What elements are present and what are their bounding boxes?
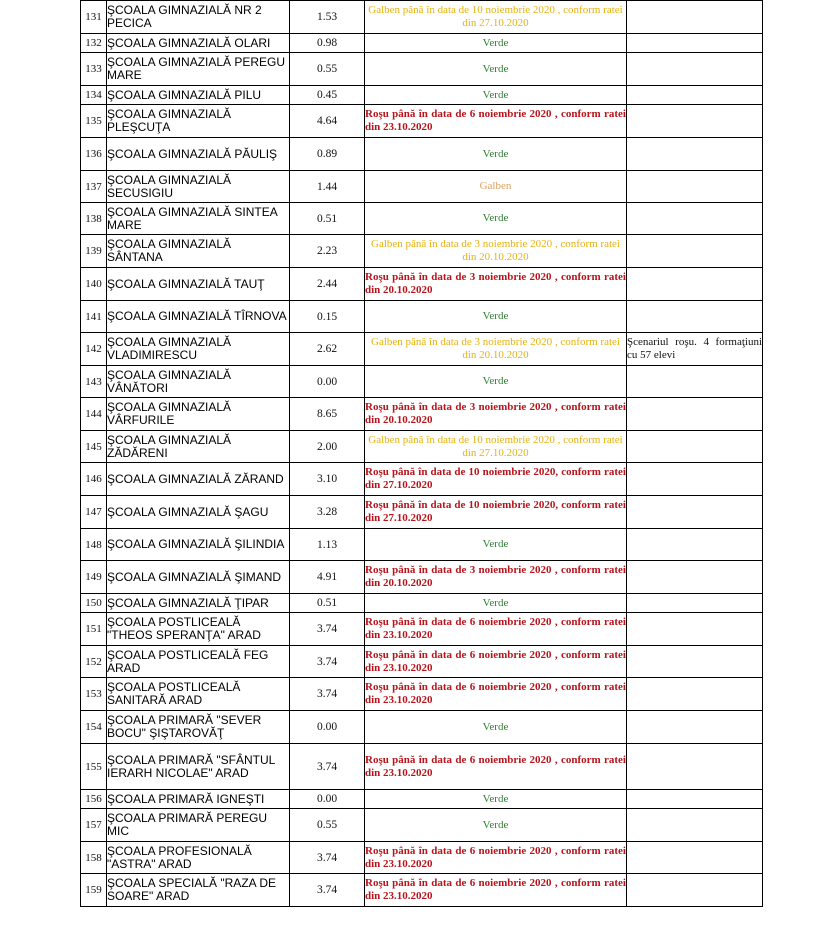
row-number: 158 xyxy=(81,842,107,874)
table-row xyxy=(81,594,763,613)
incidence-rate: 0.00 xyxy=(290,366,365,398)
row-number: 142 xyxy=(81,333,107,366)
incidence-rate: 3.74 xyxy=(290,613,365,646)
school-name: ŞCOALA GIMNAZIALĂ VÂRFURILE xyxy=(107,398,290,431)
schools-table xyxy=(80,0,763,907)
scenario-status: Verde xyxy=(365,86,627,105)
scenario-status: Verde xyxy=(365,594,627,613)
table-row xyxy=(81,842,763,874)
incidence-rate: 3.28 xyxy=(290,496,365,529)
observations xyxy=(627,1,763,34)
incidence-rate: 3.74 xyxy=(290,678,365,711)
scenario-status: Verde xyxy=(365,790,627,809)
observations xyxy=(627,105,763,138)
table-row xyxy=(81,874,763,907)
row-number: 141 xyxy=(81,301,107,333)
scenario-status: Verde xyxy=(365,53,627,86)
table-row xyxy=(81,646,763,678)
incidence-rate: 0.00 xyxy=(290,790,365,809)
incidence-rate: 0.98 xyxy=(290,34,365,53)
incidence-rate: 8.65 xyxy=(290,398,365,431)
incidence-rate: 0.55 xyxy=(290,809,365,842)
school-name: ŞCOALA PRIMARĂ PEREGU MIC xyxy=(107,809,290,842)
row-number: 150 xyxy=(81,594,107,613)
row-number: 133 xyxy=(81,53,107,86)
table-row xyxy=(81,34,763,53)
incidence-rate: 1.44 xyxy=(290,171,365,203)
row-number: 140 xyxy=(81,268,107,301)
scenario-status: Galben până în data de 10 noiembrie 2020 , conform ratei din 27.10.2020 xyxy=(365,1,627,34)
row-number: 136 xyxy=(81,138,107,171)
scenario-status: Roşu până în data de 10 noiembrie 2020, conform ratei din 27.10.2020 xyxy=(365,496,627,529)
school-name: ŞCOALA POSTLICEALĂ SANITARĂ ARAD xyxy=(107,678,290,711)
scenario-status: Roşu până în data de 6 noiembrie 2020 , conform ratei din 23.10.2020 xyxy=(365,678,627,711)
table-row xyxy=(81,431,763,463)
school-name: ŞCOALA POSTLICEALĂ FEG ARAD xyxy=(107,646,290,678)
table-row xyxy=(81,203,763,235)
scenario-status: Roşu până în data de 6 noiembrie 2020 , conform ratei din 23.10.2020 xyxy=(365,105,627,138)
incidence-rate: 0.89 xyxy=(290,138,365,171)
row-number: 132 xyxy=(81,34,107,53)
observations xyxy=(627,235,763,268)
school-name: ŞCOALA PRIMARĂ "SEVER BOCU" ŞIŞTAROVĂŢ xyxy=(107,711,290,744)
row-number: 148 xyxy=(81,529,107,561)
row-number: 151 xyxy=(81,613,107,646)
observations xyxy=(627,678,763,711)
scenario-status: Galben până în data de 3 noiembrie 2020 , conform ratei din 20.10.2020 xyxy=(365,235,627,268)
table-row xyxy=(81,711,763,744)
scenario-status: Verde xyxy=(365,301,627,333)
observations xyxy=(627,366,763,398)
observations xyxy=(627,744,763,790)
incidence-rate: 2.23 xyxy=(290,235,365,268)
observations xyxy=(627,646,763,678)
school-name: ŞCOALA PRIMARĂ "SFÂNTUL IERARH NICOLAE" ARAD xyxy=(107,744,290,790)
incidence-rate: 1.53 xyxy=(290,1,365,34)
table-row xyxy=(81,366,763,398)
observations xyxy=(627,268,763,301)
row-number: 157 xyxy=(81,809,107,842)
observations xyxy=(627,34,763,53)
table-row xyxy=(81,105,763,138)
incidence-rate: 3.74 xyxy=(290,874,365,907)
school-name: ŞCOALA GIMNAZIALĂ TAUŢ xyxy=(107,268,290,301)
scenario-status: Roşu până în data de 3 noiembrie 2020 , conform ratei din 20.10.2020 xyxy=(365,561,627,594)
school-name: ŞCOALA GIMNAZIALĂ PLEŞCUŢA xyxy=(107,105,290,138)
row-number: 143 xyxy=(81,366,107,398)
school-name: ŞCOALA GIMNAZIALĂ ŞILINDIA xyxy=(107,529,290,561)
table-row xyxy=(81,333,763,366)
scenario-status: Verde xyxy=(365,366,627,398)
observations xyxy=(627,613,763,646)
scenario-status: Roşu până în data de 6 noiembrie 2020 , conform ratei din 23.10.2020 xyxy=(365,874,627,907)
observations xyxy=(627,171,763,203)
incidence-rate: 0.45 xyxy=(290,86,365,105)
table-row xyxy=(81,171,763,203)
table-row xyxy=(81,53,763,86)
row-number: 149 xyxy=(81,561,107,594)
scenario-status: Roşu până în data de 10 noiembrie 2020, conform ratei din 27.10.2020 xyxy=(365,463,627,496)
table-row xyxy=(81,678,763,711)
school-name: ŞCOALA GIMNAZIALĂ PEREGU MARE xyxy=(107,53,290,86)
school-name: ŞCOALA POSTLICEALĂ "THEOS SPERANŢA" ARAD xyxy=(107,613,290,646)
observations xyxy=(627,809,763,842)
school-name: ŞCOALA GIMNAZIALĂ TÎRNOVA xyxy=(107,301,290,333)
table-row xyxy=(81,86,763,105)
observations xyxy=(627,138,763,171)
table-row xyxy=(81,268,763,301)
incidence-rate: 0.55 xyxy=(290,53,365,86)
observations xyxy=(627,874,763,907)
table-row xyxy=(81,301,763,333)
observations xyxy=(627,561,763,594)
table-row xyxy=(81,463,763,496)
row-number: 155 xyxy=(81,744,107,790)
school-name: ŞCOALA GIMNAZIALĂ ŞIMAND xyxy=(107,561,290,594)
row-number: 131 xyxy=(81,1,107,34)
school-name: ŞCOALA GIMNAZIALĂ ZĂDĂRENI xyxy=(107,431,290,463)
observations xyxy=(627,594,763,613)
school-name: ŞCOALA GIMNAZIALĂ ZĂRAND xyxy=(107,463,290,496)
observations xyxy=(627,301,763,333)
scenario-status: Verde xyxy=(365,34,627,53)
scenario-status: Roşu până în data de 6 noiembrie 2020 , conform ratei din 23.10.2020 xyxy=(365,613,627,646)
table-row xyxy=(81,613,763,646)
school-name: ŞCOALA GIMNAZIALĂ SINTEA MARE xyxy=(107,203,290,235)
scenario-status: Verde xyxy=(365,138,627,171)
row-number: 152 xyxy=(81,646,107,678)
observations xyxy=(627,496,763,529)
incidence-rate: 2.00 xyxy=(290,431,365,463)
table-row xyxy=(81,138,763,171)
scenario-status: Roşu până în data de 6 noiembrie 2020 , conform ratei din 23.10.2020 xyxy=(365,842,627,874)
scenario-status: Galben xyxy=(365,171,627,203)
scenario-status: Verde xyxy=(365,809,627,842)
scenario-status: Galben până în data de 3 noiembrie 2020 , conform ratei din 20.10.2020 xyxy=(365,333,627,366)
incidence-rate: 3.74 xyxy=(290,842,365,874)
school-name: ŞCOALA GIMNAZIALĂ VLADIMIRESCU xyxy=(107,333,290,366)
row-number: 134 xyxy=(81,86,107,105)
incidence-rate: 1.13 xyxy=(290,529,365,561)
schools-table-body xyxy=(81,1,763,907)
scenario-status: Roşu până în data de 6 noiembrie 2020 , conform ratei din 23.10.2020 xyxy=(365,646,627,678)
row-number: 138 xyxy=(81,203,107,235)
table-row xyxy=(81,561,763,594)
table-row xyxy=(81,496,763,529)
incidence-rate: 0.51 xyxy=(290,203,365,235)
row-number: 137 xyxy=(81,171,107,203)
table-row xyxy=(81,235,763,268)
table-row xyxy=(81,1,763,34)
incidence-rate: 3.74 xyxy=(290,744,365,790)
school-name: ŞCOALA GIMNAZIALĂ PILU xyxy=(107,86,290,105)
school-name: ŞCOALA GIMNAZIALĂ SECUSIGIU xyxy=(107,171,290,203)
observations xyxy=(627,431,763,463)
incidence-rate: 4.64 xyxy=(290,105,365,138)
observations xyxy=(627,86,763,105)
row-number: 146 xyxy=(81,463,107,496)
scenario-status: Roşu până în data de 6 noiembrie 2020 , conform ratei din 23.10.2020 xyxy=(365,744,627,790)
row-number: 154 xyxy=(81,711,107,744)
row-number: 144 xyxy=(81,398,107,431)
incidence-rate: 3.74 xyxy=(290,646,365,678)
table-row xyxy=(81,790,763,809)
scenario-status: Roşu până în data de 3 noiembrie 2020 , conform ratei din 20.10.2020 xyxy=(365,268,627,301)
table-row xyxy=(81,809,763,842)
scenario-status: Verde xyxy=(365,711,627,744)
observations xyxy=(627,203,763,235)
observations xyxy=(627,711,763,744)
incidence-rate: 0.51 xyxy=(290,594,365,613)
observations xyxy=(627,53,763,86)
observations xyxy=(627,529,763,561)
incidence-rate: 2.62 xyxy=(290,333,365,366)
table-row xyxy=(81,529,763,561)
scenario-status: Verde xyxy=(365,529,627,561)
table-row xyxy=(81,744,763,790)
school-name: ŞCOALA GIMNAZIALĂ NR 2 PECICA xyxy=(107,1,290,34)
school-name: ŞCOALA GIMNAZIALĂ PĂULIŞ xyxy=(107,138,290,171)
incidence-rate: 0.00 xyxy=(290,711,365,744)
observations xyxy=(627,398,763,431)
school-name: ŞCOALA GIMNAZIALĂ SÂNTANA xyxy=(107,235,290,268)
school-name: ŞCOALA SPECIALĂ "RAZA DE SOARE" ARAD xyxy=(107,874,290,907)
row-number: 159 xyxy=(81,874,107,907)
school-name: ŞCOALA GIMNAZIALĂ ŞAGU xyxy=(107,496,290,529)
school-name: ŞCOALA PRIMARĂ IGNEŞTI xyxy=(107,790,290,809)
incidence-rate: 2.44 xyxy=(290,268,365,301)
row-number: 139 xyxy=(81,235,107,268)
scenario-status: Roşu până în data de 3 noiembrie 2020 , conform ratei din 20.10.2020 xyxy=(365,398,627,431)
scenario-status: Galben până în data de 10 noiembrie 2020 , conform ratei din 27.10.2020 xyxy=(365,431,627,463)
incidence-rate: 0.15 xyxy=(290,301,365,333)
row-number: 145 xyxy=(81,431,107,463)
row-number: 135 xyxy=(81,105,107,138)
school-name: ŞCOALA GIMNAZIALĂ VÂNĂTORI xyxy=(107,366,290,398)
incidence-rate: 4.91 xyxy=(290,561,365,594)
scenario-status: Verde xyxy=(365,203,627,235)
observations: Şcenariul roşu. 4 formaţiuni cu 57 elevi xyxy=(627,333,763,366)
school-name: ŞCOALA GIMNAZIALĂ OLARI xyxy=(107,34,290,53)
table-row xyxy=(81,398,763,431)
school-name: ŞCOALA PROFESIONALĂ "ASTRA" ARAD xyxy=(107,842,290,874)
row-number: 147 xyxy=(81,496,107,529)
observations xyxy=(627,842,763,874)
observations xyxy=(627,790,763,809)
school-name: ŞCOALA GIMNAZIALĂ ŢIPAR xyxy=(107,594,290,613)
row-number: 153 xyxy=(81,678,107,711)
incidence-rate: 3.10 xyxy=(290,463,365,496)
row-number: 156 xyxy=(81,790,107,809)
observations xyxy=(627,463,763,496)
